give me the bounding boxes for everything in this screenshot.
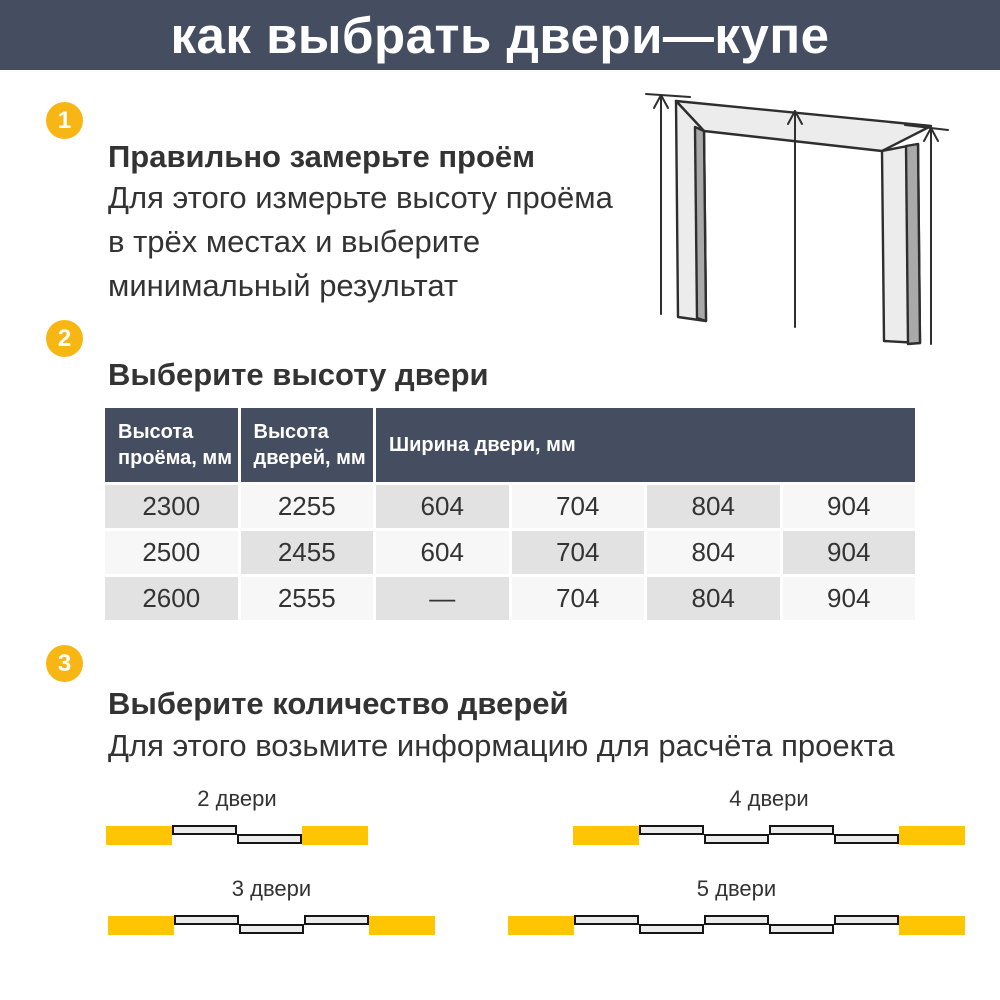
diagram-label: 5 двери [696, 876, 777, 901]
table-header-cell: Высота проёма, мм [105, 408, 238, 482]
door-panel [769, 924, 834, 934]
door-panel [704, 834, 769, 844]
step-1-body-line: Для этого измерьте высоту проёма [108, 180, 613, 215]
diagram-4-doors [573, 786, 965, 846]
door-panel [704, 915, 769, 925]
table-cell: 904 [783, 485, 916, 528]
table-cell: — [376, 577, 509, 620]
door-panel [639, 825, 704, 835]
table-header-cell: Высота дверей, мм [241, 408, 374, 482]
table-cell: 604 [376, 531, 509, 574]
step-1-body [108, 176, 613, 308]
measure-arrow-left [654, 95, 668, 314]
step-1-heading: Правильно замерьте проём [108, 139, 536, 174]
step-1-body-line: в трёх местах и выберите [108, 224, 481, 259]
door-panel [834, 915, 899, 925]
table-cell: 704 [512, 531, 645, 574]
table-cell: 804 [647, 485, 780, 528]
table-cell: 2600 [105, 577, 238, 620]
page-title: как выбрать двери—купе [170, 6, 830, 64]
diagram-2-doors [106, 786, 368, 846]
doorway-left-jamb-strip [695, 127, 706, 321]
diagram-row [508, 915, 965, 936]
door-panel [769, 825, 834, 835]
table-header-cell: Ширина двери, мм [376, 408, 915, 482]
step-3-body-line: Для этого возьмите информацию для расчёта проекта [108, 728, 895, 763]
door-panel [574, 915, 639, 925]
wall-segment [302, 826, 368, 845]
table-cell: 904 [783, 531, 916, 574]
wall-segment [573, 826, 639, 845]
diagram-3-doors [108, 876, 435, 936]
table-cell: 804 [647, 577, 780, 620]
step-3-body [108, 724, 895, 768]
doorway-lintel [676, 101, 931, 151]
table-cell: 704 [512, 485, 645, 528]
door-height-table [105, 408, 915, 620]
diagram-row [573, 825, 965, 846]
diagram-5-doors [508, 876, 965, 936]
door-panel [639, 924, 704, 934]
door-panel [237, 834, 302, 844]
step-2-number: 2 [57, 324, 72, 352]
wall-segment [899, 916, 965, 935]
wall-segment [508, 916, 574, 935]
door-panel [834, 834, 899, 844]
step-2-heading: Выберите высоту двери [108, 357, 489, 392]
wall-segment [106, 826, 172, 845]
diagram-label: 4 двери [729, 786, 809, 811]
door-panel [304, 915, 369, 925]
step-3-number: 3 [57, 649, 72, 677]
door-panel [174, 915, 239, 925]
diagram-row [106, 825, 368, 846]
door-panel [239, 924, 304, 934]
step-1-badge [46, 102, 83, 139]
table-cell: 704 [512, 577, 645, 620]
table-cell: 2555 [241, 577, 374, 620]
wall-segment [899, 826, 965, 845]
diagram-row [108, 915, 435, 936]
step-2-badge [46, 320, 83, 357]
doorway-measurement-illustration [638, 84, 990, 352]
diagram-label: 3 двери [231, 876, 312, 901]
header-banner [0, 0, 1000, 70]
step-1-body-line: минимальный результат [108, 268, 459, 303]
table-cell: 804 [647, 531, 780, 574]
table-cell: 2500 [105, 531, 238, 574]
table-cell: 604 [376, 485, 509, 528]
wall-segment [369, 916, 435, 935]
measure-arrow-right [924, 128, 938, 344]
door-panel [172, 825, 237, 835]
table-cell: 2455 [241, 531, 374, 574]
table-cell: 2255 [241, 485, 374, 528]
step-3-heading: Выберите количество дверей [108, 686, 569, 721]
step-3-badge [46, 645, 83, 682]
wall-segment [108, 916, 174, 935]
table-cell: 904 [783, 577, 916, 620]
reference-line-left [646, 94, 690, 97]
step-1-number: 1 [57, 106, 72, 134]
doorway-right-jamb-strip [906, 144, 920, 344]
measure-arrow-center [788, 111, 802, 327]
diagram-label: 2 двери [197, 786, 277, 811]
table-cell: 2300 [105, 485, 238, 528]
